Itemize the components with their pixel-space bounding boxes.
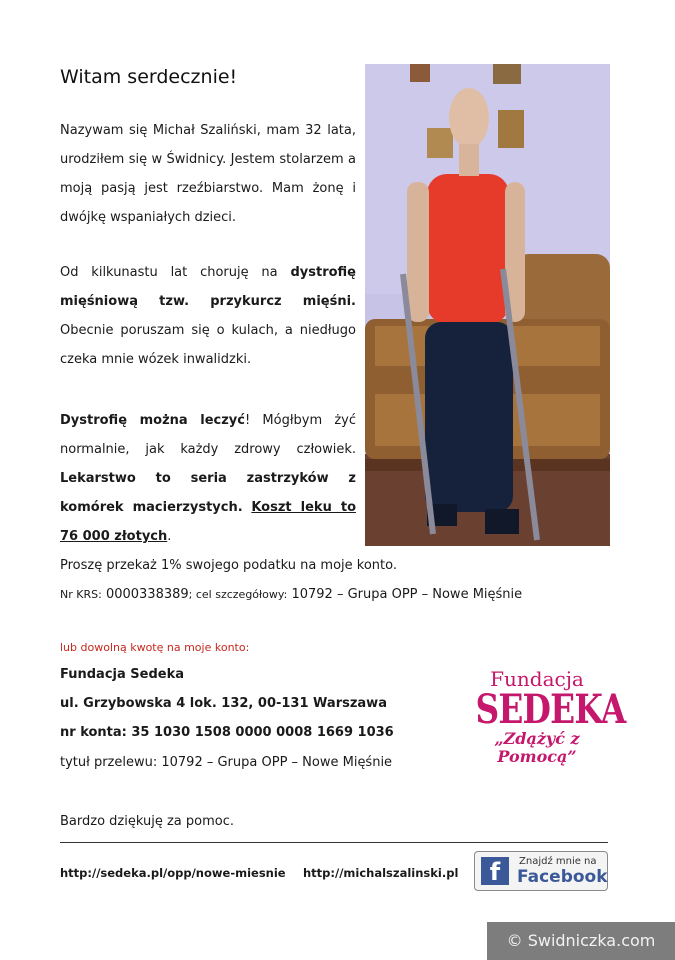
treatment-text-b: ! Mógłbym żyć normalnie, jak każdy zdrowy człowiek. — [60, 413, 356, 457]
logo-line3: „Zdążyć z Pomocą” — [494, 729, 580, 766]
facebook-button[interactable] — [474, 851, 608, 891]
facebook-icon: f — [481, 857, 509, 885]
transfer-title: tytuł przelewu: 10792 – Grupa OPP – Nowe Mięśnie — [60, 755, 393, 770]
footer-divider — [60, 842, 608, 843]
illness-diagnosis: dystrofię mięśniową tzw. przykurcz mięśni. — [60, 265, 356, 309]
treatment-period: . — [167, 529, 172, 544]
treatment-medicine: Lekarstwo to seria zastrzyków z komórek macierzystych. — [60, 471, 356, 515]
treatment-curable: Dystrofię można leczyć — [60, 413, 245, 428]
illness-text-a: Od kilkunastu lat choruję na — [60, 265, 291, 280]
watermark: © Swidniczka.com — [487, 922, 675, 960]
foundation-name: Fundacja Sedeka — [60, 667, 185, 682]
illness-text-c: Obecnie poruszam się o kulach, a niedługo czeka mnie wózek inwalidzki. — [60, 323, 356, 367]
goal-value: 10792 – Grupa OPP – Nowe Mięśnie — [291, 587, 523, 602]
logo-line1: Fundacja — [490, 667, 584, 691]
krs-number: 0000338389 — [105, 587, 189, 602]
bank-account: nr konta: 35 1030 1508 0000 0008 1669 1036 — [60, 725, 394, 740]
portrait-photo — [365, 64, 610, 546]
thanks-text: Bardzo dziękuję za pomoc. — [60, 814, 234, 829]
illness-paragraph — [60, 258, 356, 374]
foundation-address: ul. Grzybowska 4 lok. 132, 00-131 Warszawa — [60, 696, 387, 711]
donation-intro: lub dowolną kwotę na moje konto: — [60, 641, 250, 654]
goal-label: ; cel szczegółowy: — [188, 588, 288, 601]
krs-label: Nr KRS: — [60, 588, 102, 601]
page-title: Witam serdecznie! — [60, 66, 238, 88]
portrait-illustration — [365, 64, 610, 546]
treatment-cost: Koszt leku to 76 000 złotych — [60, 500, 356, 544]
sedeka-logo — [462, 667, 626, 766]
sedeka-link[interactable]: http://sedeka.pl/opp/nowe-miesnie — [60, 866, 286, 880]
tax-appeal: Proszę przekaż 1% swojego podatku na moje konto. — [60, 558, 397, 573]
treatment-paragraph — [60, 406, 356, 551]
logo-line2: SEDEKA — [475, 686, 626, 733]
krs-line — [60, 587, 522, 602]
facebook-caption: Znajdź mnie na — [519, 856, 597, 867]
facebook-label: Facebook — [517, 867, 608, 887]
personal-site-link[interactable]: http://michalszalinski.pl — [303, 866, 459, 880]
intro-paragraph: Nazywam się Michał Szaliński, mam 32 lata, urodziłem się w Świdnicy. Jestem stolarzem a moją pasją jest rzeźbiarstwo. Mam żonę i dwójkę wspaniałych dzieci. — [60, 123, 356, 225]
